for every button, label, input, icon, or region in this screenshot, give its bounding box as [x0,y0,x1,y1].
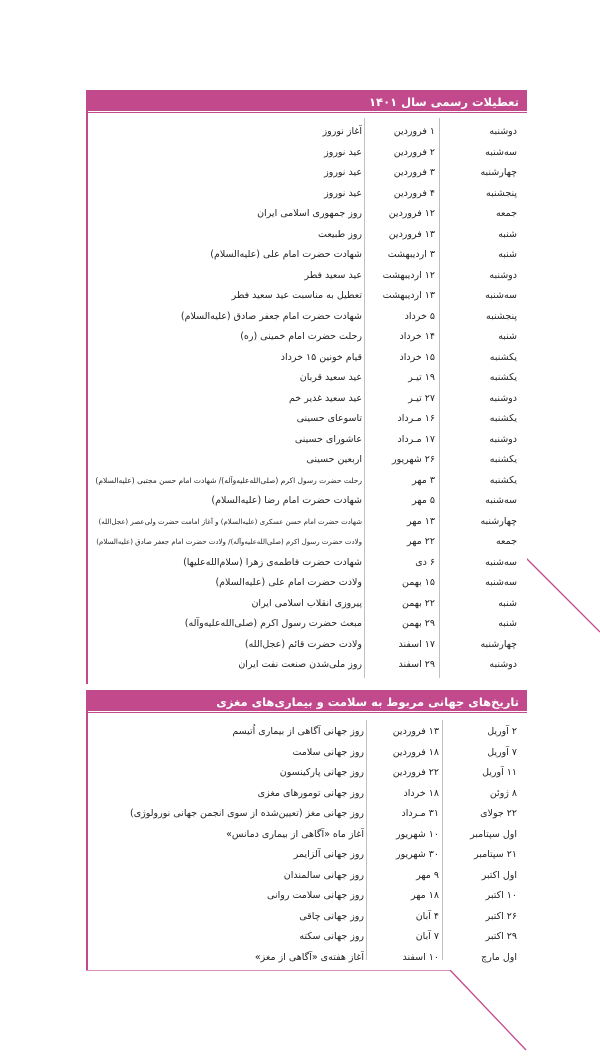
table-row [88,532,527,553]
row-event: عید سعید قربان [299,372,362,383]
row-event: ولادت حضرت قائم (عجل‌الله) [244,638,362,650]
row-event: رحلت حضرت امام خمینی (ره) [240,331,362,342]
row-date: ۵ خرداد [404,310,435,322]
row-date: ۷ آبان [415,931,439,942]
row-date: ۱۹ تیـر [408,372,435,383]
row-event: روز جهانی آگاهی از بیماری اُتیسم [232,726,364,737]
row-event: قیام خونین ۱۵ خرداد [280,351,362,363]
row-day: شنبه [498,597,517,609]
table-row [88,594,527,615]
table-row [88,450,527,471]
row-event: عید نوروز [324,167,362,178]
row-day: دوشنبه [489,433,517,445]
row-day: ۲۶ اکتبر [485,910,517,922]
row-date: ۴ فروردین [393,187,435,199]
row-day: یکشنبه [489,351,517,363]
row-day: دوشنبه [489,269,517,281]
table-row [88,409,527,430]
row-event: روز جهانی سالمندان [283,869,364,881]
row-event: عید سعید غدیر خم [288,392,362,404]
row-day: ۲۱ سپتامبر [473,849,517,860]
row-date: ۱۵ بهمن [402,577,435,588]
row-day: یکشنبه [489,372,517,383]
table-row [88,927,527,948]
table-row [88,722,527,743]
row-date: ۳ مهر [412,474,435,486]
row-day: چهارشنبه [480,167,517,178]
table-row [88,225,527,246]
row-day: چهارشنبه [480,638,517,650]
table-row [88,204,527,225]
row-event: شهادت حضرت امام جعفر صادق (علیه‌السلام) [180,310,362,322]
row-day: سه‌شنبه [485,556,517,568]
row-date: ۱۰ اسفند [402,951,439,963]
row-date: ۱۸ فروردین [392,746,439,758]
row-day: سه‌شنبه [485,290,517,301]
row-event: روز جهانی سلامت روانی [267,890,364,901]
row-day: اول اکتبر [481,869,517,881]
row-date: ۳۱ مـرداد [401,808,439,819]
world-days-rows [88,722,527,968]
row-event: مبعث حضرت رسول اکرم (صلی‌الله‌علیه‌وآله) [184,618,362,629]
table-row [88,143,527,164]
row-date: ۱۲ اردیبهشت [382,269,435,281]
table-row [88,491,527,512]
table-row [88,348,527,369]
row-date: ۲۶ شهریور [392,454,435,465]
row-event: روز طبیعت [318,228,362,240]
row-day: دوشنبه [489,659,517,670]
table-row [88,430,527,451]
table-row [88,553,527,574]
row-event: روز ملی‌شدن صنعت نفت ایران [238,659,362,670]
row-event: اربعین حسینی [306,454,362,465]
table-row [88,655,527,676]
row-event: روز جهانی چاقی [299,910,364,922]
table-row [88,512,527,533]
row-event: شهادت حضرت امام حسن عسکری (علیه‌السلام) و آغاز امامت حضرت ولی‌عصر (عجل‌الله) [98,517,362,526]
row-date: ۱۰ شهریور [396,828,439,840]
row-date: ۳ فروردین [393,167,435,178]
row-day: ۲۹ اکتبر [485,931,517,942]
row-day: یکشنبه [489,474,517,486]
row-day: سه‌شنبه [485,577,517,588]
table-row [88,866,527,887]
row-date: ۴ آبان [415,910,439,922]
row-day: ۸ ژوئن [489,787,517,799]
row-day: پنجشنبه [486,187,517,199]
row-date: ۱۴ خرداد [399,331,435,342]
row-date: ۲۹ بهمن [402,618,435,629]
row-date: ۱۳ فروردین [392,726,439,737]
table-row [88,743,527,764]
row-event: روز جهانی سلامت [292,746,364,758]
table-row [88,266,527,287]
row-date: ۲۲ بهمن [402,597,435,609]
row-day: شنبه [498,249,517,260]
table-row [88,763,527,784]
row-event: روز جهانی مغز (تعیین‌شده از سوی انجمن جهانی نورولوژی) [129,808,364,819]
row-event: روز جمهوری اسلامی ایران [257,208,362,219]
row-event: عاشورای حسینی [294,433,362,445]
row-day: سه‌شنبه [485,495,517,506]
row-event: آغاز هفته‌ی «آگاهی از مغز» [254,951,364,963]
row-event: شهادت حضرت امام رضا (علیه‌السلام) [211,495,362,506]
row-date: ۱۷ اسفند [398,638,435,650]
row-date: ۱۸ مهر [411,890,439,901]
world-days-title: تاریخ‌های جهانی مربوط به سلامت و بیماری‌های مغزی [88,692,527,712]
row-day: دوشنبه [489,392,517,404]
row-day: اول مارچ [481,951,517,963]
row-day: یکشنبه [489,454,517,465]
row-event: روز جهانی آلزایمر [293,849,364,860]
row-day: ۷ آوریل [487,746,517,758]
table-row [88,825,527,846]
row-date: ۱۸ خرداد [403,787,439,799]
row-event: عید نوروز [324,146,362,158]
row-day: ۱۱ آوریل [482,767,517,778]
row-day: یکشنبه [489,413,517,424]
table-row [88,784,527,805]
row-day: شنبه [498,618,517,629]
table-row [88,635,527,656]
holidays-table [86,90,527,684]
row-event: روز جهانی تومورهای مغزی [257,787,364,799]
row-day: جمعه [495,536,517,547]
row-date: ۱۶ مـرداد [397,413,435,424]
table-row [88,389,527,410]
table-row [88,573,527,594]
row-date: ۱۳ اردیبهشت [382,290,435,301]
table-row [88,184,527,205]
table-row [88,886,527,907]
row-event: آغاز نوروز [322,126,362,137]
row-day: پنجشنبه [486,310,517,322]
row-event: تاسوعای حسینی [296,413,362,424]
row-date: ۱۳ فروردین [388,228,435,240]
row-date: ۶ دی [415,556,435,568]
row-day: اول سپتامبر [470,828,517,840]
row-event: ولادت حضرت رسول اکرم (صلی‌الله‌علیه‌وآله)/ ولادت حضرت امام جعفر صادق (علیه‌السلام) [96,538,362,546]
row-date: ۳ اردیبهشت [387,249,435,260]
table-row [88,907,527,928]
row-day: سه‌شنبه [485,146,517,158]
row-event: شهادت حضرت امام علی (علیه‌السلام) [210,249,362,260]
table-row [88,804,527,825]
row-date: ۲۷ تیـر [408,392,435,404]
row-event: روز جهانی سکته [299,931,364,942]
row-day: ۱۰ اکتبر [485,890,517,901]
holidays-rows [88,122,527,676]
table-row [88,163,527,184]
table-row [88,245,527,266]
row-date: ۵ مهر [412,495,435,506]
row-date: ۲ فروردین [393,146,435,158]
row-event: عید نوروز [324,187,362,199]
row-event: تعطیل به مناسبت عید سعید فطر [231,290,362,301]
row-day: ۲۲ جولای [480,808,517,819]
row-date: ۱۲ فروردین [388,208,435,219]
row-date: ۱۵ خرداد [399,351,435,363]
table-row [88,368,527,389]
row-day: دوشنبه [489,126,517,137]
row-day: شنبه [498,331,517,342]
table-row [88,307,527,328]
row-day: ۲ آوریل [487,726,517,737]
table-row [88,948,527,969]
row-date: ۲۲ مهر [407,536,435,547]
row-event: شهادت حضرت فاطمه‌ی زهرا (سلام‌الله‌علیها) [183,556,362,568]
row-event: روز جهانی پارکینسون [279,767,364,778]
row-day: شنبه [498,228,517,240]
row-event: آغاز ماه «آگاهی از بیماری دمانس» [226,828,364,840]
table-row [88,845,527,866]
row-event: رحلت حضرت رسول اکرم (صلی‌الله‌علیه‌وآله)/ شهادت امام حسن مجتبی (علیه‌السلام) [95,475,362,485]
holidays-title: تعطیلات رسمی سال ۱۴۰۱ [88,92,527,112]
table-row [88,122,527,143]
row-date: ۳۰ شهریور [396,849,439,860]
row-day: چهارشنبه [480,515,517,527]
table-row [88,286,527,307]
table-row [88,471,527,492]
row-date: ۲۹ اسفند [398,659,435,670]
row-day: جمعه [495,208,517,219]
row-date: ۱ فروردین [393,126,435,137]
table-row [88,614,527,635]
row-date: ۲۲ فروردین [392,767,439,778]
row-event: عید سعید فطر [304,269,362,281]
row-event: پیروزی انقلاب اسلامی ایران [251,597,362,609]
row-date: ۱۳ مهر [407,515,435,527]
row-date: ۹ مهر [416,869,439,881]
row-event: ولادت حضرت امام علی (علیه‌السلام) [215,577,362,588]
row-date: ۱۷ مـرداد [397,433,435,445]
world-days-table [86,690,527,970]
table-row [88,327,527,348]
